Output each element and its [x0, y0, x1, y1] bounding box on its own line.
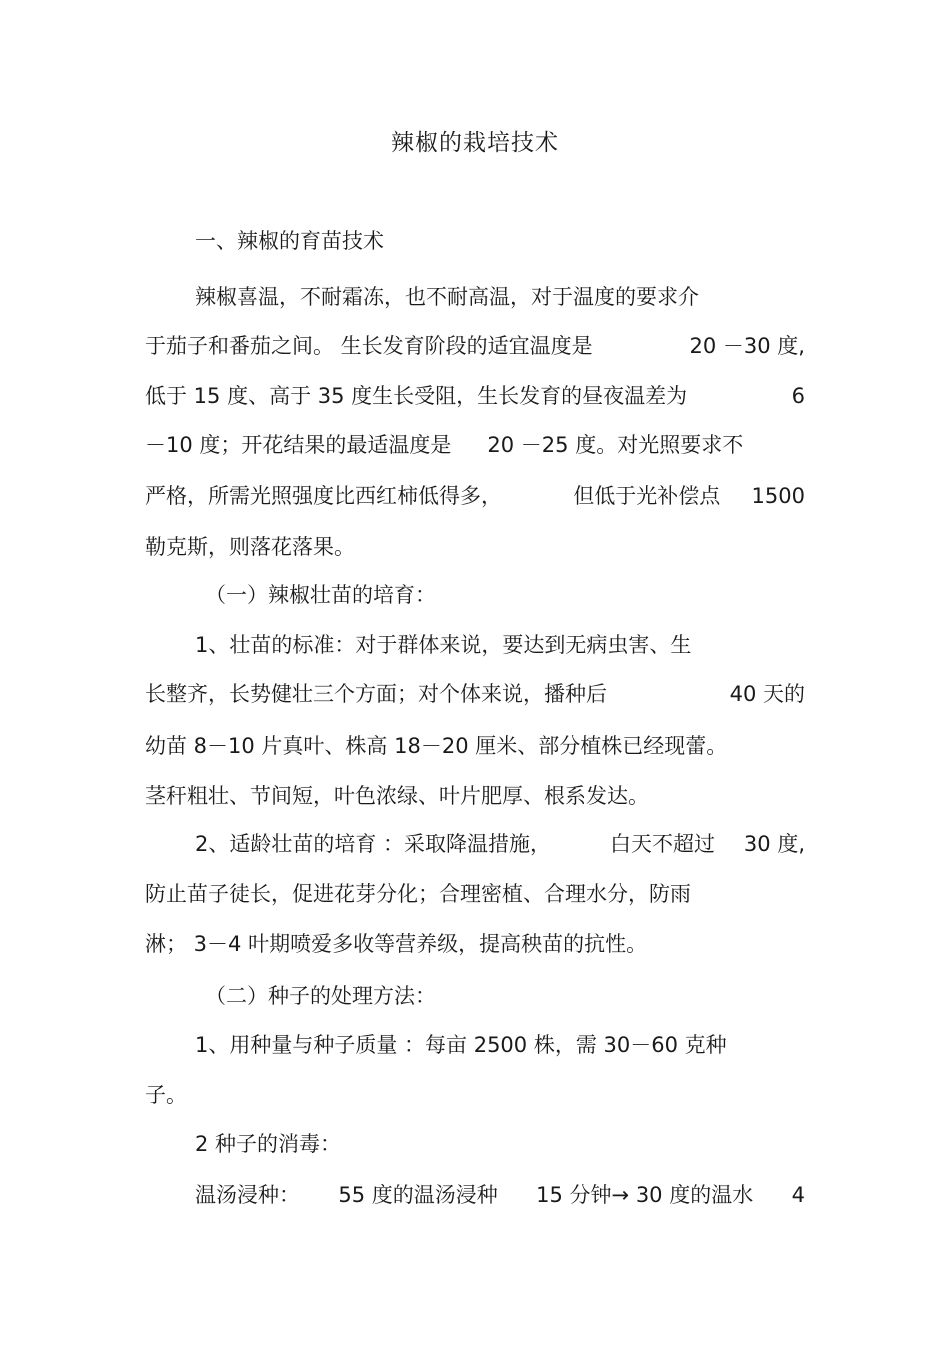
paragraph-line: 子。 [145, 1083, 187, 1107]
subsection-heading: （二）种子的处理方法： [205, 984, 436, 1008]
paragraph-line: 淋； 3－4 叶期喷爱多收等营养级，提高秧苗的抗性。 [145, 932, 648, 956]
paragraph-line: 辣椒喜温，不耐霜冻，也不耐高温，对于温度的要求介 [195, 285, 699, 309]
section-heading: 一、辣椒的育苗技术 [195, 229, 384, 253]
text-segment: 低于 15 度、高于 35 度生长受阻，生长发育的昼夜温差为 [145, 384, 688, 408]
text-segment: 30 度, [743, 832, 805, 856]
paragraph-line [145, 381, 805, 411]
paragraph-line [195, 1180, 805, 1210]
paragraph-line: 勒克斯，则落花落果。 [145, 535, 355, 559]
paragraph-line: 1、用种量与种子质量 ：每亩 2500 株，需 30－60 克种 [195, 1033, 727, 1057]
text-segment: 6 [791, 384, 805, 408]
text-segment: 但低于光补偿点 [573, 484, 721, 508]
text-segment: 15 分钟→ 30 度的温水 [536, 1183, 754, 1207]
text-segment: 于茄子和番茄之间。 生长发育阶段的适宜温度是 [145, 334, 593, 358]
paragraph-line: 2 种子的消毒： [195, 1132, 342, 1156]
text-segment: 2、适龄壮苗的培育 ：采取降温措施， [195, 832, 552, 856]
paragraph-line: 1、壮苗的标准：对于群体来说，要达到无病虫害、生 [195, 633, 692, 657]
paragraph-line [195, 829, 805, 859]
text-segment: 白天不超过 [609, 832, 715, 856]
text-segment: 长整齐，长势健壮三个方面；对个体来说，播种后 [145, 682, 607, 706]
text-segment: 55 度的温汤浸种 [338, 1183, 498, 1207]
text-segment: 20 －25 度。对光照要求不 [487, 433, 744, 457]
text-segment: －10 度；开花结果的最适温度是 [145, 433, 452, 457]
text-segment: 20 －30 度, [689, 334, 805, 358]
paragraph-line [145, 430, 743, 460]
document-title: 辣椒的栽培技术 [391, 130, 559, 156]
text-segment: 温汤浸种： [195, 1183, 300, 1207]
text-segment: 1500 [751, 484, 805, 508]
paragraph-line [145, 679, 805, 709]
text-segment: 严格，所需光照强度比西红柿低得多， [145, 484, 502, 508]
paragraph-line: 防止苗子徒长，促进花芽分化；合理密植、合理水分，防雨 [145, 882, 691, 906]
subsection-heading: （一）辣椒壮苗的培育： [205, 583, 436, 607]
paragraph-line [145, 481, 805, 511]
text-segment: 4 [791, 1183, 805, 1207]
text-segment: 40 天的 [729, 682, 805, 706]
paragraph-line: 幼苗 8－10 片真叶、株高 18－20 厘米、部分植株已经现蕾。 [145, 734, 728, 758]
paragraph-line: 茎秆粗壮、节间短，叶色浓绿、叶片肥厚、根系发达。 [145, 784, 649, 808]
paragraph-line [145, 331, 805, 361]
